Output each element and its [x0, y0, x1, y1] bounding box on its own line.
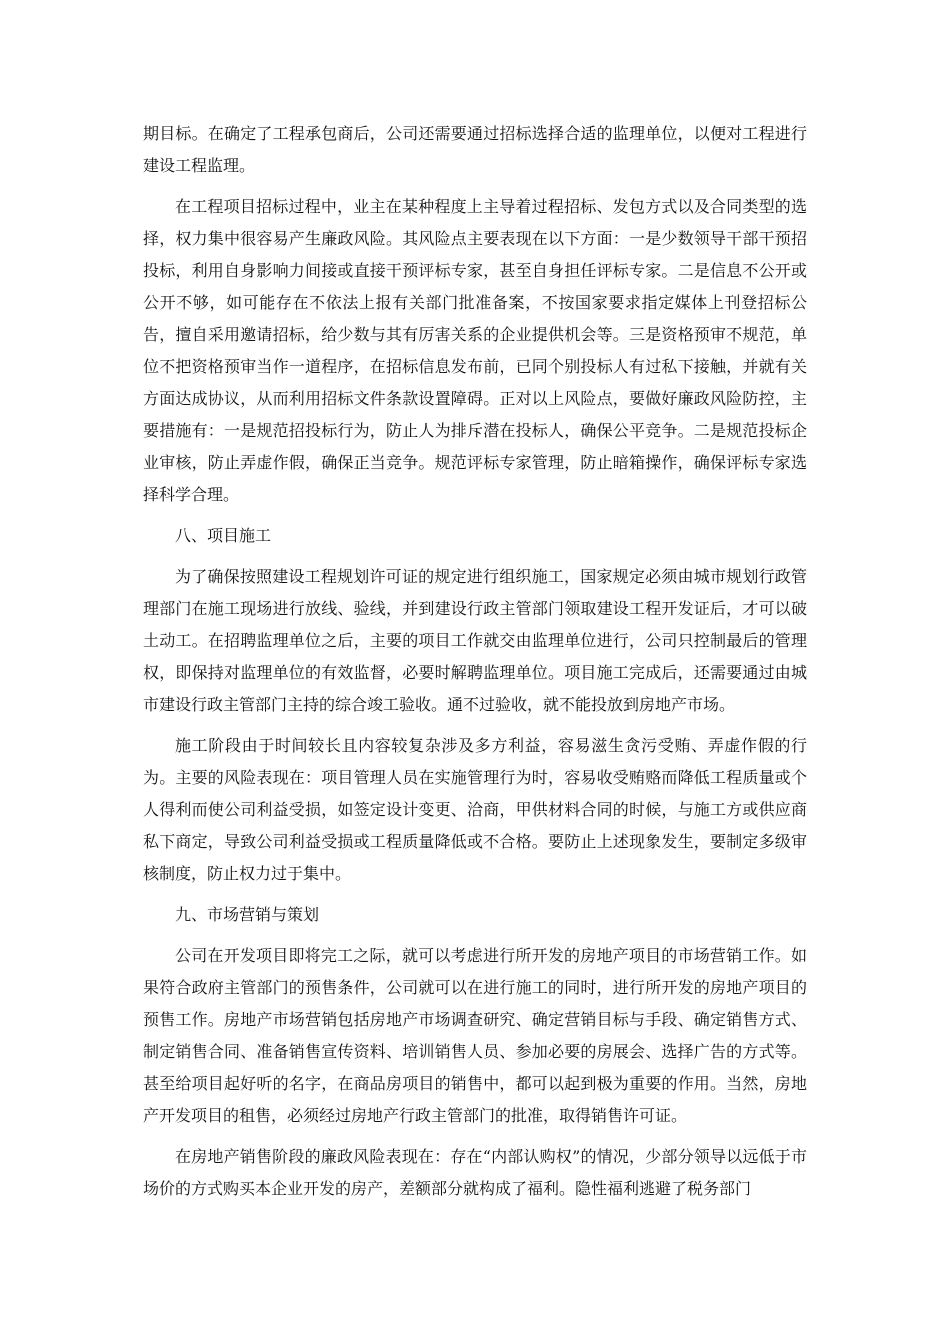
section-heading-construction: 八、项目施工 [175, 526, 272, 545]
paragraph-marketing: 公司在开发项目即将完工之际，就可以考虑进行所开发的房地产项目的市场营销工作。如果符合政府主管部门的预售条件，公司就可以在进行施工的同时，进行所开发的房地产项目的预售工作。房地产市场营销包括房地产市场调查研究、确定营销目标与手段、确定销售方式、制定销售合同、准备销售宣传资料、培训销售人员、参加必要的房展会、选择广告的方式等。甚至给项目起好听的名字，在商品房项目的销售中，都可以起到极为重要的作用。当然，房地产开发项目的租售，必须经过房地产行政主管部门的批准，取得销售许可证。 [143, 946, 807, 1125]
paragraph-bidding-risk: 在工程项目招标过程中，业主在某种程度上主导着过程招标、发包方式以及合同类型的选择，权力集中很容易产生廉政风险。其风险点主要表现在以下方面：一是少数领导干部干预招投标，利用自身影响力间接或直接干预评标专家，甚至自身担任评标专家。二是信息不公开或公开不够，如可能存在不依法上报有关部门批准备案，不按国家要求指定媒体上刊登招标公告，擅自采用邀请招标，给少数与其有厉害关系的企业提供机会等。三是资格预审不规范，单位不把资格预审当作一道程序，在招标信息发布前，已同个别投标人有过私下接触，并就有关方面达成协议，从而利用招标文件条款设置障碍。正对以上风险点，要做好廉政风险防控，主要措施有：一是规范招投标行为，防止人为排斥潜在投标人，确保公平竞争。二是规范投标企业审核，防止弄虚作假，确保正当竞争。规范评标专家管理，防止暗箱操作，确保评标专家选择科学合理。 [143, 197, 807, 504]
section-heading-marketing: 九、市场营销与策划 [175, 905, 320, 924]
paragraph-construction: 为了确保按照建设工程规划许可证的规定进行组织施工，国家规定必须由城市规划行政管理部门在施工现场进行放线、验线，并到建设行政主管部门领取建设工程开发证后，才可以破土动工。在招聘监理单位之后，主要的项目工作就交由监理单位进行，公司只控制最后的管理权，即保持对监理单位的有效监督，必要时解聘监理单位。项目施工完成后，还需要通过由城市建设行政主管部门主持的综合竣工验收。通不过验收，就不能投放到房地产市场。 [143, 567, 807, 714]
paragraph-sales-risk: 在房地产销售阶段的廉政风险表现在：存在“内部认购权”的情况，少部分领导以远低于市场价的方式购买本企业开发的房产，差额部分就构成了福利。隐性福利逃避了税务部门 [143, 1147, 807, 1198]
paragraph-continuation: 期目标。在确定了工程承包商后，公司还需要通过招标选择合适的监理单位，以便对工程进行建设工程监理。 [143, 124, 807, 175]
document-body [143, 118, 807, 1214]
paragraph-construction-risk: 施工阶段由于时间较长且内容较复杂涉及多方利益，容易滋生贪污受贿、弄虚作假的行为。主要的风险表现在：项目管理人员在实施管理行为时，容易收受贿赂而降低工程质量或个人得利而使公司利益受损，如签定设计变更、洽商，甲供材料合同的时候，与施工方或供应商私下商定，导致公司利益受损或工程质量降低或不合格。要防止上述现象发生，要制定多级审核制度，防止权力过于集中。 [143, 736, 807, 883]
